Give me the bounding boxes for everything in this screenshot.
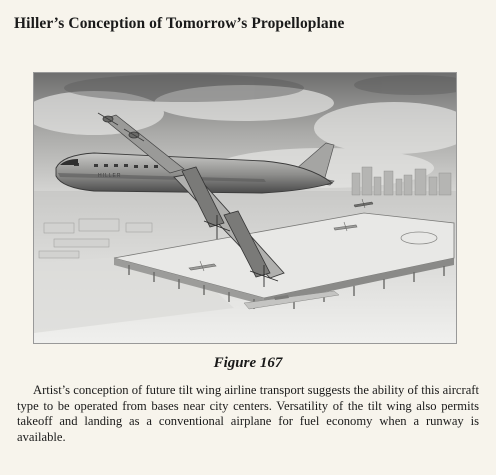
tilt-wing-aircraft-illustration xyxy=(33,72,457,344)
illustration-svg xyxy=(34,73,456,343)
figure-label: Figure 167 xyxy=(213,355,283,371)
figure-caption: Artist’s conception of future tilt wing airline transport suggests the ability of this aircraft type to be operated from bases near city centers. Versatility of the tilt wing also permits takeoff and landing as a conventional airplane for fuel economy when a runway is available. xyxy=(17,383,479,444)
page-title: Hiller’s Conception of Tomorrow’s Propelloplane xyxy=(14,15,345,32)
